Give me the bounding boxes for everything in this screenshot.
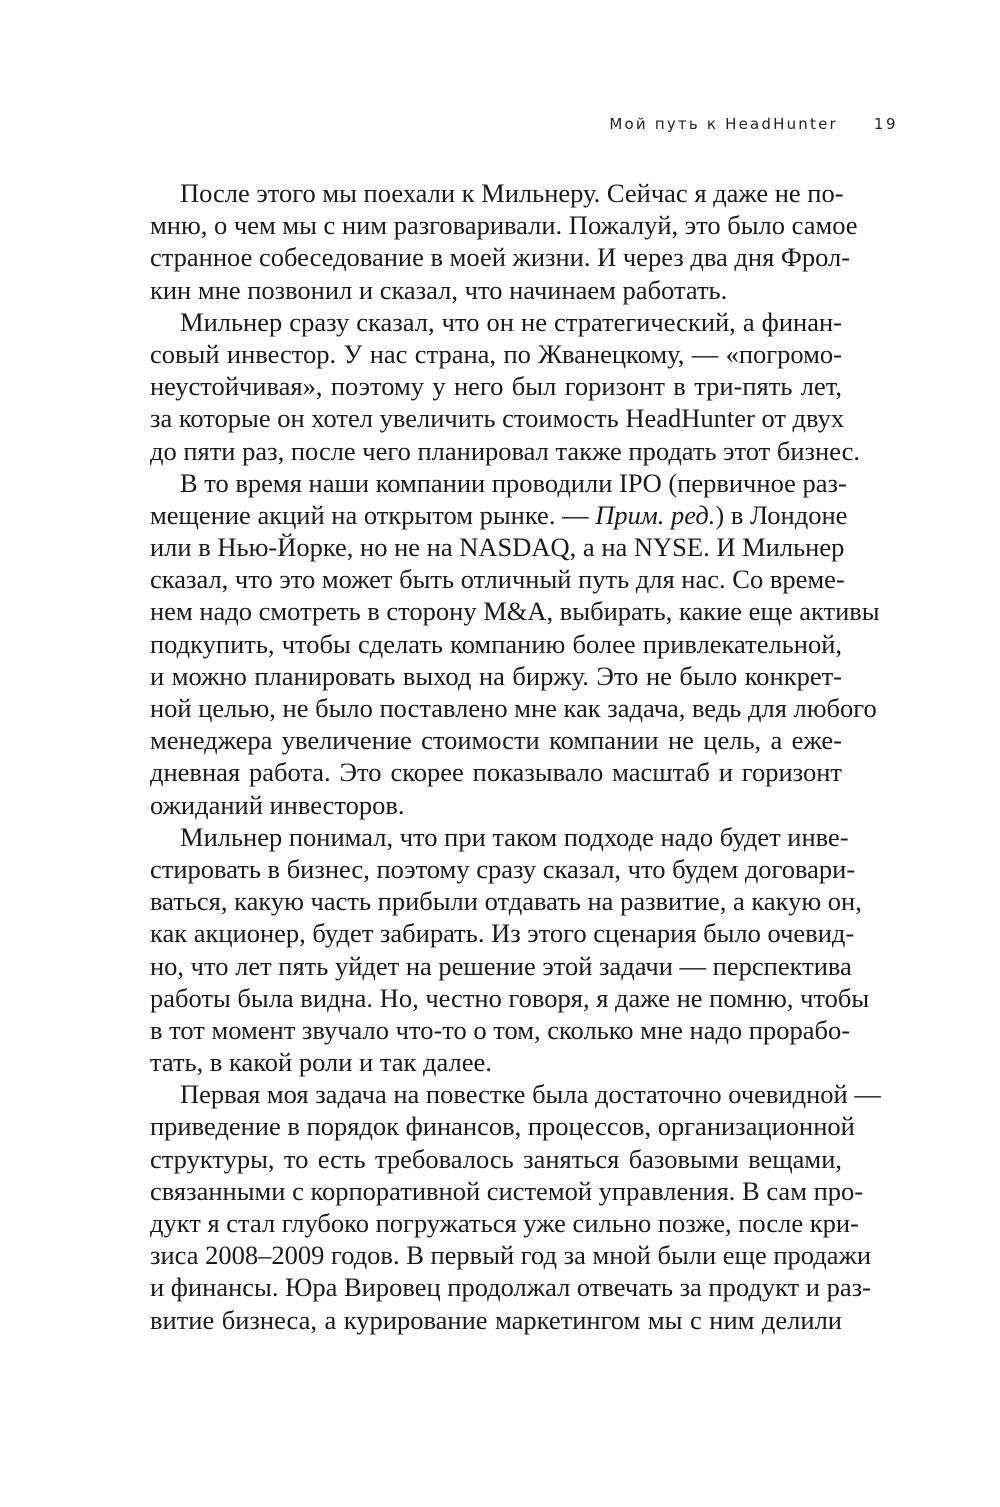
text-line: дукт я стал глубоко погружаться уже сильно позже, после кри- [150,1208,859,1238]
text-line: После этого мы поехали к Мильнеру. Сейчас я даже не по- [180,178,844,208]
text-line: мню, о чем мы с ним разговаривали. Пожалуй, это было самое [150,210,858,241]
text-line: Мильнер сразу сказал, что он не стратегический, а финан- [180,306,842,337]
text-line: или в Нью-Йорке, но не на NASDAQ, а на NYSE. И Мильнер [150,532,845,563]
text-line: до пяти раз, после чего планировал также продать этот бизнес. [150,435,861,466]
text-line: менеджера увеличение стоимости компании не цель, а еже- [150,725,842,756]
text-line: как акционер, будет забирать. Из этого сценария было очевид- [150,918,855,949]
text-line: стировать в бизнес, поэтому сразу сказал, что будем договари- [150,853,856,884]
body-text [150,177,881,1336]
text-line: и финансы. Юра Вировец продолжал отвечать за продукт и раз- [150,1272,871,1303]
text-line: структуры, то есть требовалось заняться базовыми вещами, [150,1143,842,1174]
editor-note: Прим. ред. [595,499,716,530]
text-line: подкупить, чтобы сделать компанию более привлекательной, [150,628,842,659]
text-line: Первая моя задача на повестке была достаточно очевидной — [180,1079,881,1110]
text-line: связанными с корпоративной системой управления. В сам про- [150,1175,864,1206]
paragraph-3 [150,467,880,821]
text-line: совый инвестор. У нас страна, по Жванецкому, — «погромо- [150,338,842,369]
text-line: Мильнер понимал, что при таком подходе надо будет инве- [180,821,849,852]
text-line: странное собеседование в моей жизни. И через два дня Фрол- [150,242,851,273]
text-line: ожиданий инвесторов. [150,789,405,820]
text-line: сказал, что это может быть отличный путь для нас. Со време- [150,564,845,595]
page-number: 19 [873,115,898,133]
text-line: в тот момент звучало что-то о том, сколько мне надо прорабо- [150,1014,851,1045]
text-line: работы была видна. Но, честно говоря, я даже не помню, чтобы [150,982,870,1013]
text-line: витие бизнеса, а курирование маркетингом мы с ним делили [150,1304,842,1335]
text-line: кин мне позвонил и сказал, что начинаем работать. [150,274,728,305]
paragraph-5 [150,1078,881,1336]
paragraph-4 [150,821,870,1079]
text-line: ной целью, не было поставлено мне как задача, ведь для любого [150,693,877,723]
text-line-with-note [150,499,848,531]
paragraph-1 [150,177,858,306]
text-line: но, что лет пять уйдет на решение этой задачи — перспектива [150,950,852,981]
text-segment: ) в Лондоне [715,499,848,530]
text-line: ваться, какую часть прибыли отдавать на развитие, а какую он, [150,886,862,917]
text-line: неустойчивая», поэтому у него был горизонт в три-пять лет, [150,371,842,402]
text-line: тать, в какой роли и так далее. [150,1047,492,1078]
text-line: приведение в порядок финансов, процессов, организационной [150,1111,855,1142]
text-line: дневная работа. Это скорее показывало масштаб и горизонт [150,757,842,788]
text-line: нем надо смотреть в сторону M&A, выбирать, какие еще активы [150,596,880,627]
text-line: зиса 2008–2009 годов. В первый год за мной были еще продажи [150,1240,871,1271]
running-title: Мой путь к HeadHunter [609,115,838,133]
paragraph-2 [150,306,861,467]
text-segment: мещение акций на открытом рынке. — [150,499,596,530]
text-line: и можно планировать выход на биржу. Это не было конкрет- [150,660,842,691]
text-line: за которые он хотел увеличить стоимость HeadHunter от двух [150,403,845,434]
running-header [150,112,898,136]
text-line: В то время наши компании проводили IPO (первичное раз- [180,467,847,498]
